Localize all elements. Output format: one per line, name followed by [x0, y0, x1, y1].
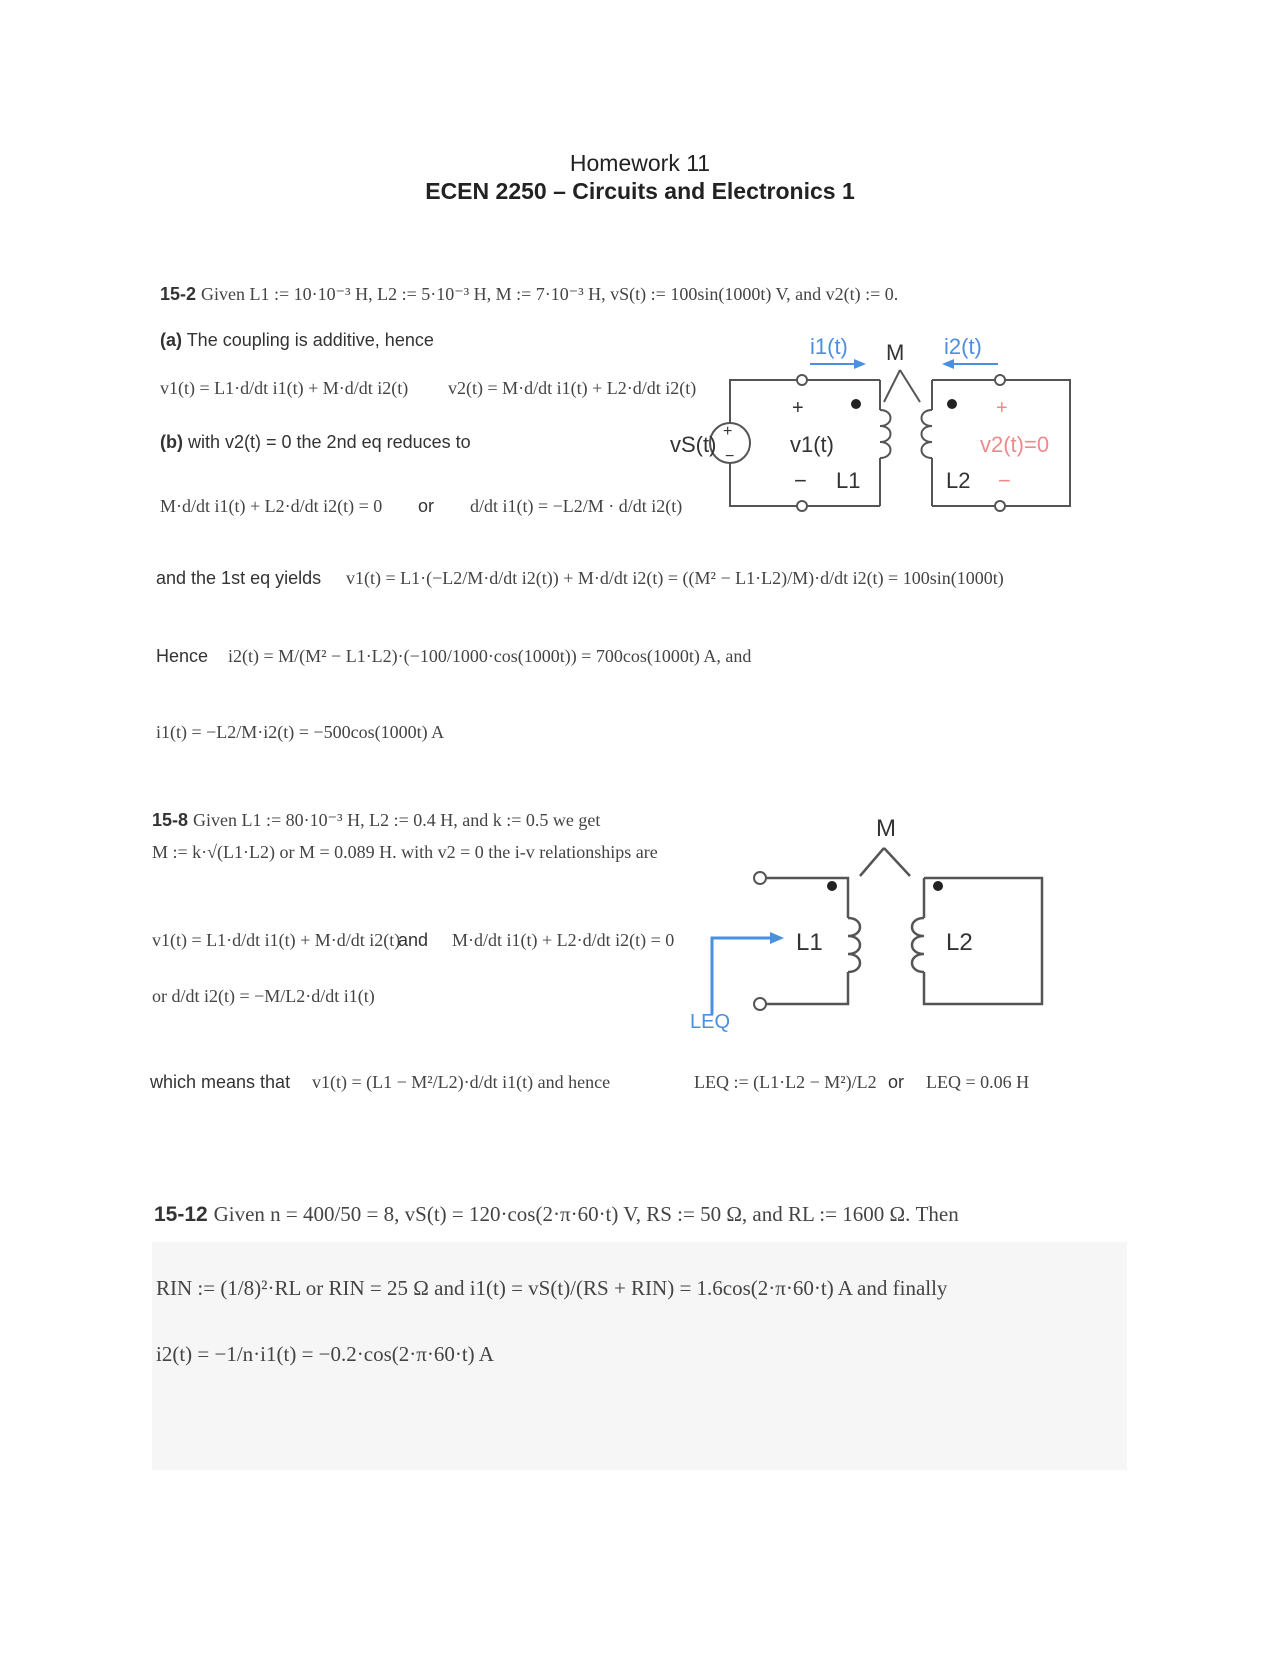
p158-line2: M := k·√(L1·L2) or M = 0.089 H. with v2 = 0 the i-v relationships are — [152, 842, 658, 862]
svg-text:+: + — [723, 423, 733, 440]
svg-text:vS(t): vS(t) — [670, 432, 717, 457]
svg-text:L1: L1 — [796, 929, 823, 956]
p1512-eq-i2: i2(t) = −1/n·i1(t) = −0.2·cos(2·π·60·t) A — [156, 1342, 494, 1366]
p158-given: 15-8 Given L1 := 80·10⁻³ H, L2 := 0.4 H, and k := 0.5 we get — [152, 810, 601, 830]
p152-given: 15-2 Given L1 := 10·10⁻³ H, L2 := 5·10⁻³ H, M := 7·10⁻³ H, vS(t) := 100sin(1000t) V, and v2(t) := 0. — [160, 284, 899, 304]
svg-text:L2: L2 — [946, 929, 973, 956]
p1512-given: 15-12 Given n = 400/50 = 8, vS(t) = 120·cos(2·π·60·t) V, RS := 50 Ω, and RL := 1600 Ω. Then — [154, 1202, 959, 1226]
course-title: ECEN 2250 – Circuits and Electronics 1 — [425, 178, 855, 204]
p158-eq-leq-val: LEQ = 0.06 H — [926, 1072, 1030, 1092]
svg-text:M: M — [886, 340, 905, 365]
svg-text:+: + — [996, 397, 1008, 419]
p158-or-eq: or d/dt i2(t) = −M/L2·d/dt i1(t) — [152, 986, 375, 1006]
p1512-eq-rin: RIN := (1/8)²·RL or RIN = 25 Ω and i1(t) = vS(t)/(RS + RIN) = 1.6cos(2·π·60·t) A and finally — [156, 1276, 948, 1300]
p158-transformer-diagram — [680, 814, 1060, 1044]
p158-or: or — [888, 1072, 905, 1092]
svg-text:−: − — [725, 448, 735, 465]
p152-circuit-diagram — [670, 328, 1080, 518]
svg-text:−: − — [794, 468, 807, 493]
p158-and: and — [398, 930, 429, 950]
svg-text:L2: L2 — [946, 468, 971, 493]
page-title: Homework 11 — [569, 150, 711, 176]
svg-text:v2(t)=0: v2(t)=0 — [980, 432, 1050, 457]
p152-hence: Hence — [156, 646, 209, 666]
svg-text:+: + — [792, 397, 804, 419]
p152-eq-v1: v1(t) = L1·d/dt i1(t) + M·d/dt i2(t) — [160, 378, 409, 398]
p152-eq-reduce2: d/dt i1(t) = −L2/M · d/dt i2(t) — [470, 496, 683, 516]
p158-eq-v1: v1(t) = L1·d/dt i1(t) + M·d/dt i2(t) — [152, 930, 401, 950]
p152-eq-i1: i1(t) = −L2/M·i2(t) = −500cos(1000t) A — [156, 722, 445, 742]
p158-eq-leq: LEQ := (L1·L2 − M²)/L2 — [694, 1072, 877, 1092]
p158-eq-v2: M·d/dt i1(t) + L2·d/dt i2(t) = 0 — [452, 930, 675, 950]
svg-text:LEQ: LEQ — [690, 1011, 731, 1033]
p152-part-a: (a) The coupling is additive, hence — [160, 330, 434, 350]
p158-means-text: which means that — [150, 1072, 291, 1092]
svg-text:v1(t): v1(t) — [790, 432, 834, 457]
p152-eq-yield: v1(t) = L1·(−L2/M·d/dt i2(t)) + M·d/dt i2(t) = ((M² − L1·L2)/M)·d/dt i2(t) = 100sin(1000t) — [346, 568, 1004, 588]
p152-part-b: (b) with v2(t) = 0 the 2nd eq reduces to — [160, 432, 471, 452]
p152-eq-v2: v2(t) = M·d/dt i1(t) + L2·d/dt i2(t) — [448, 378, 697, 398]
p152-eq-i2: i2(t) = M/(M² − L1·L2)·(−100/1000·cos(1000t)) = 700cos(1000t) A, and — [228, 646, 752, 666]
svg-text:L1: L1 — [836, 468, 861, 493]
p152-or: or — [418, 496, 435, 516]
svg-text:i2(t): i2(t) — [944, 334, 982, 359]
p158-eq-means: v1(t) = (L1 − M²/L2)·d/dt i1(t) and hence — [312, 1072, 611, 1092]
svg-text:M: M — [876, 815, 896, 842]
p152-eq-reduce: M·d/dt i1(t) + L2·d/dt i2(t) = 0 — [160, 496, 383, 516]
svg-text:i1(t): i1(t) — [810, 334, 848, 359]
p152-first-eq-text: and the 1st eq yields — [156, 568, 322, 588]
svg-text:−: − — [998, 468, 1011, 493]
